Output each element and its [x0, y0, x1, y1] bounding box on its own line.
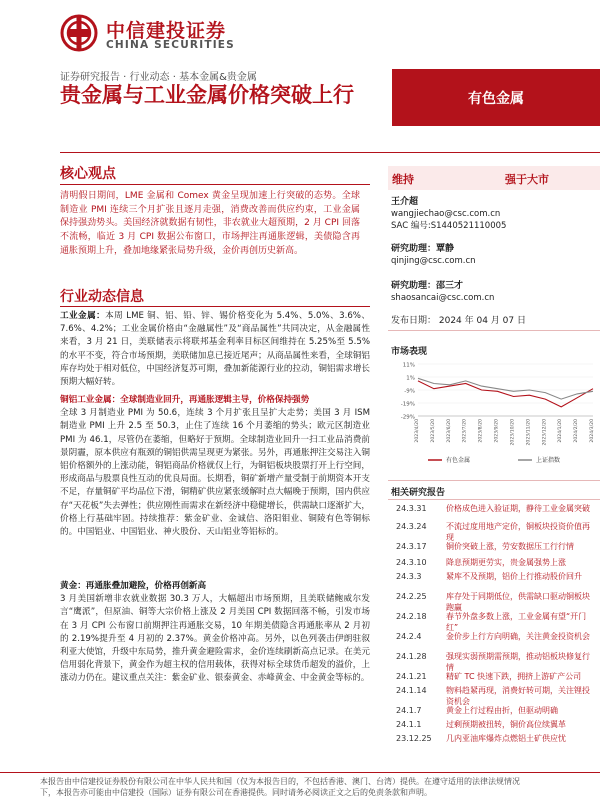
x-tick-label: 2024/1/20	[558, 419, 564, 443]
related-report-date: 24.1.7	[396, 706, 422, 715]
x-tick-label: 2023/9/20	[494, 419, 500, 443]
analyst-3-name: 研究助理：邵三才	[391, 281, 464, 291]
related-report-title[interactable]: 库存处于同期低位，供需缺口驱动铜板块跑赢	[446, 592, 590, 612]
related-report-title[interactable]: 紧库不及预期，铝价上行推动股价回升	[446, 572, 582, 581]
analyst-1-cert: SAC 编号:S1440521110005	[391, 221, 507, 231]
related-report-date: 24.3.3	[396, 572, 422, 581]
analyst-2-email[interactable]: qinjing@csc.com.cn	[391, 256, 476, 266]
industry-paragraph-3	[60, 580, 370, 686]
breadcrumb: 证券研究报告 · 行业动态 · 基本金属&贵金属	[60, 72, 257, 83]
related-report-date: 24.1.28	[396, 652, 427, 661]
related-report-title[interactable]: 强现实弱预期需预期，推动铝板块修复行情	[446, 652, 590, 672]
industry-divider	[60, 306, 370, 307]
analyst-1-name: 王介超	[391, 197, 419, 207]
y-tick-label: 11%	[402, 362, 415, 369]
related-report-title[interactable]: 降息预期更劳实，贵金属强势上涨	[446, 558, 566, 567]
related-report-title[interactable]: 金价步上行方向明确，关注黄金投资机会	[446, 632, 590, 641]
paragraph-1-text: 本周 LME 铜、铝、铅、锌、锡价格变化为 5.4%、5.0%、3.6%、7.6%、4.2%；工业金属价格由“金融属性”及“商品属性”共同决定，从金融属性来看，3 月 21 日，美联储表示将联邦基金利率目标区间维持在 5.25%至 5.5%的水平不变，符合市场预期，美联储加息已接近尾声；从商品属性来看，全球铜铝库存均处于相对低位，中国经济复苏可期，叠加新能源行业的拉动，铜铝需求增长预期大幅好转。	[60, 311, 370, 388]
related-report-date: 24.1.1	[396, 720, 422, 729]
related-report-date: 24.3.31	[396, 504, 427, 513]
footer-divider	[0, 772, 600, 773]
y-tick-label: -29%	[400, 414, 415, 421]
company-logo	[60, 14, 270, 54]
series-line-shanghai-index	[418, 378, 593, 399]
analyst-2	[391, 243, 596, 267]
core-text: 清明假日期间，LME 金属和 Comex 黄金呈现加速上行突破的态势。全球制造业 PMI 连续三个月扩张且逐月走强，消费改善而供应约束，工业金属保持强劲势头。美国经济就数据有韧性，非农就业大超预期，2 月 CPI 回落不流畅，临近 3 月 CPI 数据公布窗口，市场押注再通胀逻辑，美债隐含再通胀预期上升，叠加地缘紧张局势升级，金价再创历史新高。	[60, 191, 360, 256]
x-tick-label: 2023/7/20	[462, 419, 468, 443]
legend-label: 上证指数	[536, 457, 561, 464]
analyst-3-email[interactable]: shaosancai@csc.com.cn	[391, 293, 495, 303]
brand-name-en: CHINA SECURITIES	[106, 39, 235, 51]
industry-paragraph-1	[60, 310, 370, 389]
brand-name-cn: 中信建投证券	[106, 20, 227, 42]
analyst-2-name: 研究助理：覃静	[391, 244, 455, 254]
rating-bar	[388, 166, 600, 190]
footer-disclaimer	[40, 776, 600, 798]
related-report-title[interactable]: 铜价突破上涨，劳安数据压工行行情	[446, 542, 574, 551]
sector-badge: 有色金属	[392, 69, 600, 126]
x-tick-label: 2024/2/20	[574, 419, 580, 443]
footer-line-2: 下，本报告亦可能由中信建投（国际）证券有限公司在香港提供。同时请务必阅读正文之后的免责条款和声明。	[40, 788, 432, 797]
related-report-title[interactable]: 过剩预期被扭转，铜价高位续翼革	[446, 720, 566, 729]
analyst-1	[391, 196, 596, 232]
rating-label: 维持	[392, 173, 414, 186]
related-report-title[interactable]: 不流过度用地产定价，铜板块投资价值再现	[446, 522, 590, 542]
related-report-date: 24.2.18	[396, 612, 427, 621]
related-report-date: 24.1.21	[396, 672, 427, 681]
report-title: 贵金属与工业金属价格突破上行	[60, 83, 354, 107]
footer-line-1: 本报告由中信建投证券股份有限公司在中华人民共和国（仅为本报告目的，不包括香港、澳门、台湾）提供。在遵守适用的法律法规情况	[40, 777, 520, 786]
y-tick-label: 1%	[406, 375, 415, 382]
related-divider	[388, 499, 600, 500]
x-tick-label: 2024/3/20	[590, 419, 595, 443]
related-report-title[interactable]: 几内亚油库爆炸点燃铝土矿供应忧	[446, 734, 566, 743]
related-report-date: 24.3.10	[396, 558, 427, 567]
analyst-3	[391, 280, 596, 304]
related-report-date: 24.1.14	[396, 686, 427, 695]
related-report-title[interactable]: 精矿 TC 快速下跌，拥挤上游矿产公司	[446, 672, 582, 681]
market-chart	[388, 356, 600, 472]
y-tick-label: -9%	[404, 388, 415, 395]
title-divider	[60, 152, 600, 153]
x-tick-label: 2023/11/20	[526, 419, 532, 446]
legend-label: 有色金属	[446, 457, 471, 464]
related-report-title[interactable]: 物料趋紧再现，消费好转可期，关注锂投资机会	[446, 686, 590, 706]
related-heading: 相关研究报告	[391, 488, 446, 498]
related-top-divider	[388, 480, 600, 481]
rating-value: 强于大市	[505, 173, 549, 186]
related-report-date: 24.2.4	[396, 632, 422, 641]
market-heading: 市场表现	[391, 347, 428, 357]
date-divider	[388, 330, 600, 331]
core-divider	[60, 184, 370, 185]
related-report-title[interactable]: 黄金上行过程由折，但驱动明确	[446, 706, 558, 715]
x-tick-label: 2023/4/20	[415, 419, 420, 443]
paragraph-3-text: 3 月美国新增非农就业数据 30.3 万人，大幅超出市场预期，且美联储鲍威尔发言“鹰派”，但原油、铜等大宗价格上涨及 2 月美国 CPI 数据回落不畅，引发市场在 3 月 CPI 公布窗口前期押注再通胀交易，10 年期美债隐含再通胀率从 2 月初的 2.19%提升至 4 月初的 2.37%。黄金价格冲高。另外，以色列袭击伊朗驻叙利亚大使馆，升级中东局势，推升黄金避险需求，金价连续刷新高点记录。在美元信用弱化背景下，黄金作为超主权的信用载体，获得对标全球货币超发的溢价，上涨动力仍在。建议重点关注：紫金矿业、银泰黄金、赤峰黄金、中金黄金等标的。	[60, 594, 370, 684]
y-tick-label: -19%	[400, 401, 415, 408]
x-tick-label: 2023/6/20	[446, 419, 452, 443]
related-report-date: 24.3.17	[396, 542, 427, 551]
publish-date: 发布日期： 2024 年 04 月 07 日	[391, 316, 526, 326]
core-heading: 核心观点	[60, 166, 116, 182]
paragraph-1-lead: 工业金属：	[60, 311, 106, 321]
related-report-title[interactable]: 价格成色进入验证期，静待工业金属突破	[446, 504, 590, 513]
x-tick-label: 2023/5/20	[430, 419, 436, 443]
logo-mark-icon	[60, 14, 98, 52]
x-tick-label: 2023/10/20	[510, 419, 516, 446]
industry-heading: 行业动态信息	[60, 289, 144, 305]
x-tick-label: 2023/8/20	[478, 419, 484, 443]
related-report-date: 23.12.25	[396, 734, 432, 743]
paragraph-3-lead: 黄金：再通胀叠加避险，价格再创新高	[60, 581, 207, 591]
related-report-title[interactable]: 春节外盘多数上涨，工业金属有望“开门红”	[446, 612, 587, 632]
paragraph-2-text: 全球 3 月制造业 PMI 为 50.6，连续 3 个月扩张且呈扩大走势；美国 3 月 ISM 制造业 PMI 上升 2.5 至 50.3，止住了连续 16 个月萎缩的势头；欧元区制造业 PMI 为 46.1，尽管仍在萎缩，但略好于预期。全球制造业回升一扫工业品消费前景阴霾，原本供应有瓶颈的铜铝供需呈现更为紧张。另外，再通胀押注交易注入铜铝价格额外的上涨动能，铜铝商品价格就仅上行，为铜铝板块股票打开上行空间，形成商品与股票良性互动的优良局面。长期看，铜矿新增产量受制于前期资本开支不足，存量铜矿平均品位下滑，铜精矿供应紧张缓解时点大幅晚于预期，国内供应存“天花板”失去弹性；供应刚性而需求在新经济中稳健增长，供需缺口逐渐扩大，价格上行基础牢固。持续推荐：紫金矿业、金诚信、洛阳钼业、铜陵有色等铜标的。中国铝业、中国铝业、神火股份、天山铝业等铝标的。	[60, 408, 370, 538]
industry-paragraph-2	[60, 394, 370, 539]
analyst-1-email[interactable]: wangjiechao@csc.com.cn	[391, 209, 501, 219]
x-tick-label: 2023/12/20	[542, 419, 548, 446]
related-report-date: 24.2.25	[396, 592, 427, 601]
related-report-date: 24.3.24	[396, 522, 427, 531]
paragraph-2-lead: 铜铝工业金属：全球制造业回升，再通胀逻辑主导，价格保持强势	[60, 395, 310, 405]
